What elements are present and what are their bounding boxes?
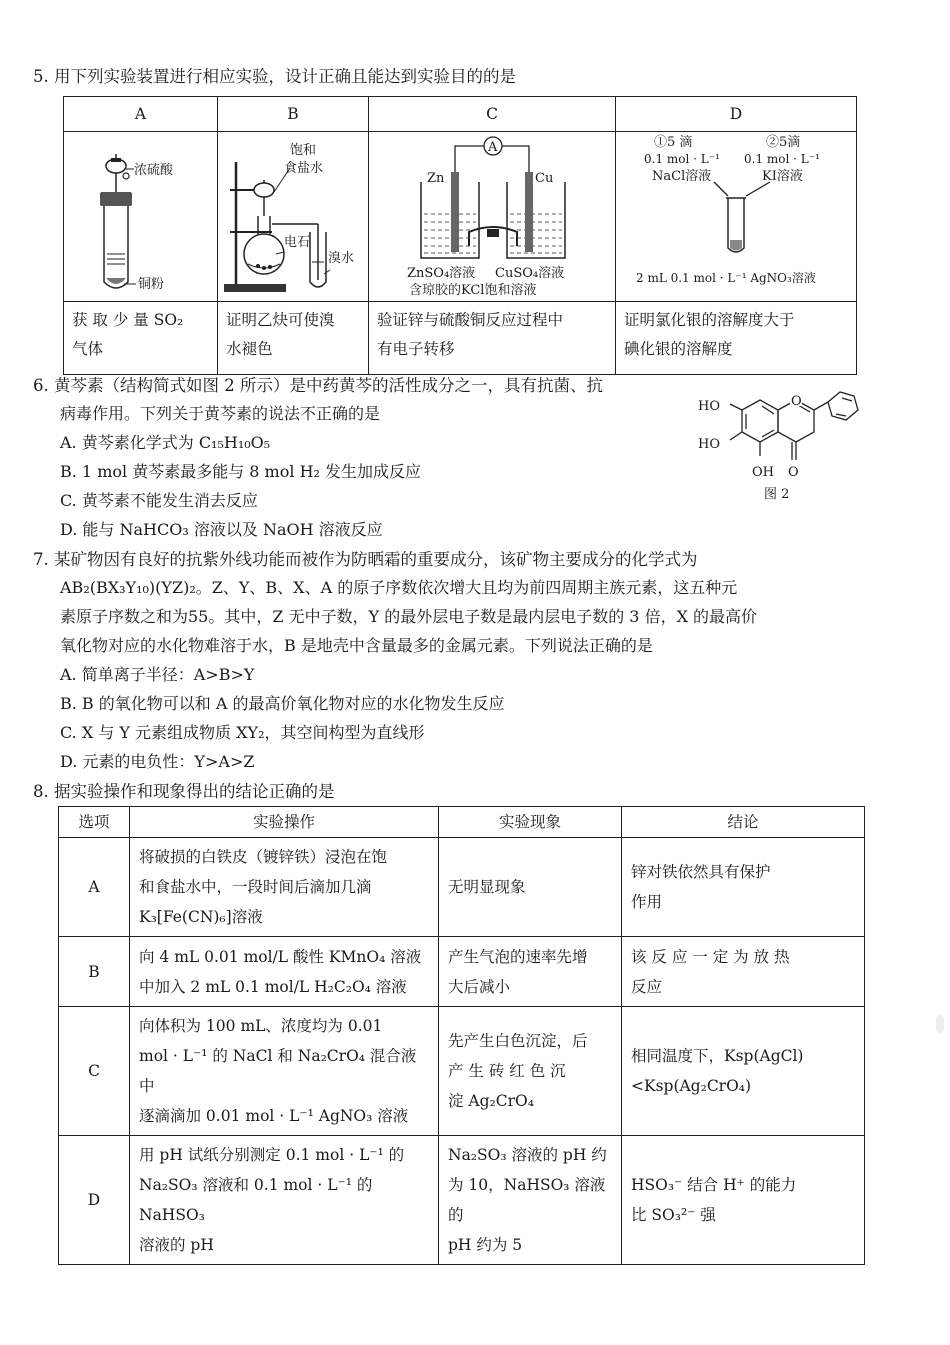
row-d-op-line3: 溶液的 pH <box>139 1236 214 1254</box>
scroll-mark <box>936 1015 944 1033</box>
q5-header-d: D <box>616 97 857 132</box>
q5-apparatus-b <box>218 132 369 302</box>
row-c-operation <box>130 1007 439 1136</box>
q8-header-conclusion: 结论 <box>622 807 865 838</box>
label-copper-powder: 铜粉 <box>138 277 165 292</box>
row-c-label: C <box>59 1007 130 1136</box>
row-c-conclusion <box>622 1007 865 1136</box>
apparatus-c-diagram <box>369 132 615 297</box>
apparatus-b-diagram <box>218 132 368 297</box>
label-conc-sulfuric-acid: 浓硫酸 <box>134 163 174 178</box>
row-a-op-line2: 和食盐水中，一段时间后滴加几滴 <box>139 878 372 896</box>
figure-2-caption: 图 2 <box>764 487 790 502</box>
row-b-ph-line2: 大后减小 <box>448 977 511 996</box>
row-d-con-line2: 比 SO₃²⁻ 强 <box>631 1206 716 1224</box>
label-znso4: ZnSO₄溶液 <box>407 266 476 281</box>
row-c-op-line2: mol · L⁻¹ 的 NaCl 和 Na₂CrO₄ 混合液中 <box>139 1047 417 1095</box>
table-row <box>59 1136 865 1265</box>
label-nacl: NaCl溶液 <box>652 169 712 184</box>
row-d-conclusion <box>622 1136 865 1265</box>
q6-stem-line1: 6. 黄芩素（结构简式如图 2 所示）是中药黄芩的活性成分之一，具有抗菌、抗 <box>33 376 603 395</box>
row-d-ph-line3: pH 约为 5 <box>448 1236 523 1254</box>
q7-option-d: D. 元素的电负性：Y>A>Z <box>60 752 255 771</box>
row-d-operation <box>130 1136 439 1265</box>
label-oh: OH <box>752 465 774 480</box>
row-c-con-line2: <Ksp(Ag₂CrO₄) <box>631 1077 752 1095</box>
q5-desc-c-line1: 验证锌与硫酸铜反应过程中 <box>377 311 564 329</box>
row-b-operation <box>130 937 439 1007</box>
apparatus-a-diagram <box>64 132 217 297</box>
row-b-op-line1: 向 4 mL 0.01 mol/L 酸性 KMnO₄ 溶液 <box>139 947 422 966</box>
q7-stem-line4: 氧化物对应的水化物难溶于水，B 是地壳中含量最多的金属元素。下列说法正确的是 <box>60 636 653 655</box>
q6-option-a: A. 黄芩素化学式为 C₁₅H₁₀O₅ <box>60 433 271 452</box>
label-ki: KI溶液 <box>762 169 803 184</box>
row-a-label: A <box>59 838 130 937</box>
label-cuso4: CuSO₄溶液 <box>495 266 565 281</box>
q8-header-option: 选项 <box>59 807 130 838</box>
row-c-ph-line3: 淀 Ag₂CrO₄ <box>448 1092 534 1110</box>
q8-stem: 8. 据实验操作和现象得出的结论正确的是 <box>33 782 335 801</box>
q5-desc-d-line1: 证明氯化银的溶解度大于 <box>624 311 795 329</box>
q5-desc-a-line2: 气体 <box>72 340 104 358</box>
row-c-phenomenon <box>439 1007 622 1136</box>
q8-table <box>58 806 865 1265</box>
row-d-con-line1: HSO₃⁻ 结合 H⁺ 的能力 <box>631 1176 797 1194</box>
row-a-op-line3: K₃[Fe(CN)₆]溶液 <box>139 908 263 926</box>
row-a-con-line2: 作用 <box>631 893 663 911</box>
label-saturated: 饱和 <box>290 143 317 158</box>
q5-header-c: C <box>369 97 616 132</box>
label-ho-bottom: HO <box>698 437 720 452</box>
q6-option-d: D. 能与 NaHCO₃ 溶液以及 NaOH 溶液反应 <box>60 520 383 539</box>
table-row <box>59 1007 865 1136</box>
q8-header-phenomenon: 实验现象 <box>439 807 622 838</box>
row-b-ph-line1: 产生气泡的速率先增 <box>448 947 588 966</box>
row-a-ph-line1: 无明显现象 <box>448 878 526 896</box>
label-drop2-conc: 0.1 mol · L⁻¹ <box>744 152 820 166</box>
label-drop1-conc: 0.1 mol · L⁻¹ <box>644 152 720 166</box>
q5-desc-b <box>218 302 369 375</box>
q7-stem-line2: AB₂(BX₃Y₁₀)(YZ)₂。Z、Y、B、X、A 的原子序数依次增大且均为前四周期主族元素，这五种元 <box>60 578 738 597</box>
row-d-ph-line2: 为 10，NaHSO₃ 溶液的 <box>448 1176 606 1224</box>
label-copper: Cu <box>535 171 554 186</box>
row-d-op-line1: 用 pH 试纸分别测定 0.1 mol · L⁻¹ 的 <box>139 1146 405 1164</box>
row-c-con-line1: 相同温度下，Ksp(AgCl) <box>631 1047 804 1065</box>
q5-apparatus-a <box>64 132 218 302</box>
q7-stem-line1: 7. 某矿物因有良好的抗紫外线功能而被作为防晒霜的重要成分，该矿物主要成分的化学式为 <box>33 550 698 569</box>
q5-desc-d <box>616 302 857 375</box>
row-c-op-line1: 向体积为 100 mL、浓度均为 0.01 <box>139 1017 383 1035</box>
row-d-label: D <box>59 1136 130 1265</box>
q7-option-a: A. 简单离子半径：A>B>Y <box>60 665 255 684</box>
row-b-con-line2: 反应 <box>631 977 663 996</box>
q7-stem-line3: 素原子序数之和为55。其中，Z 无中子数，Y 的最外层电子数是最内层电子数的 3 倍，X 的最高价 <box>60 607 758 626</box>
q5-apparatus-d <box>616 132 857 302</box>
q6-option-c: C. 黄芩素不能发生消去反应 <box>60 491 258 510</box>
row-b-label: B <box>59 937 130 1007</box>
q5-desc-a <box>64 302 218 375</box>
row-a-phenomenon <box>439 838 622 937</box>
q5-stem: 5. 用下列实验装置进行相应实验，设计正确且能达到实验目的的是 <box>33 67 516 86</box>
q7-option-b: B. B 的氧化物可以和 A 的最高价氧化物对应的水化物发生反应 <box>60 694 505 713</box>
label-salt-bridge: 含琼胶的KCl饱和溶液 <box>409 283 537 297</box>
label-brine: 食盐水 <box>284 161 324 176</box>
apparatus-d-diagram <box>616 132 856 297</box>
q5-desc-d-line2: 碘化银的溶解度 <box>624 340 733 358</box>
table-row <box>59 937 865 1007</box>
label-ketone-oxygen: O <box>788 465 799 480</box>
q7-option-c: C. X 与 Y 元素组成物质 XY₂，其空间构型为直线形 <box>60 723 425 742</box>
q5-desc-b-line1: 证明乙炔可使溴 <box>226 311 335 329</box>
row-b-op-line2: 中加入 2 mL 0.1 mol/L H₂C₂O₄ 溶液 <box>139 977 407 996</box>
q5-desc-c-line2: 有电子转移 <box>377 340 455 358</box>
q6-stem-line2: 病毒作用。下列关于黄芩素的说法不正确的是 <box>60 404 381 423</box>
label-zinc: Zn <box>427 171 445 186</box>
label-bromine-water: 溴水 <box>328 251 355 266</box>
q5-desc-a-line1: 获 取 少 量 SO₂ <box>72 311 184 329</box>
q5-header-a: A <box>64 97 218 132</box>
label-ring-oxygen: O <box>791 394 802 409</box>
row-b-con-line1: 该 反 应 一 定 为 放 热 <box>631 947 790 966</box>
row-c-ph-line1: 先产生白色沉淀，后 <box>448 1032 588 1050</box>
row-c-op-line3: 逐滴滴加 0.01 mol · L⁻¹ AgNO₃ 溶液 <box>139 1107 409 1125</box>
row-b-conclusion <box>622 937 865 1007</box>
table-row <box>59 838 865 937</box>
row-d-ph-line1: Na₂SO₃ 溶液的 pH 约 <box>448 1146 607 1164</box>
label-ho-top: HO <box>698 399 720 414</box>
label-drop1: ①5 滴 <box>654 135 693 150</box>
row-d-op-line2: Na₂SO₃ 溶液和 0.1 mol · L⁻¹ 的 NaHSO₃ <box>139 1176 373 1224</box>
label-calcium-carbide: 电石 <box>284 235 311 250</box>
row-a-conclusion <box>622 838 865 937</box>
label-drop2: ②5滴 <box>766 135 801 150</box>
q5-table <box>63 96 857 375</box>
q8-header-operation: 实验操作 <box>130 807 439 838</box>
row-b-phenomenon <box>439 937 622 1007</box>
q5-desc-b-line2: 水褪色 <box>226 340 273 358</box>
label-ammeter: A <box>488 140 498 155</box>
q5-header-b: B <box>218 97 369 132</box>
label-agno3: 2 mL 0.1 mol · L⁻¹ AgNO₃溶液 <box>636 271 816 285</box>
q5-apparatus-c <box>369 132 616 302</box>
row-d-phenomenon <box>439 1136 622 1265</box>
row-a-op-line1: 将破损的白铁皮（镀锌铁）浸泡在饱 <box>139 848 388 866</box>
row-a-con-line1: 锌对铁依然具有保护 <box>631 863 771 881</box>
row-a-operation <box>130 838 439 937</box>
q5-desc-c <box>369 302 616 375</box>
q6-option-b: B. 1 mol 黄芩素最多能与 8 mol H₂ 发生加成反应 <box>60 462 422 481</box>
row-c-ph-line2: 产 生 砖 红 色 沉 <box>448 1062 566 1080</box>
baicalein-structure <box>690 384 870 506</box>
